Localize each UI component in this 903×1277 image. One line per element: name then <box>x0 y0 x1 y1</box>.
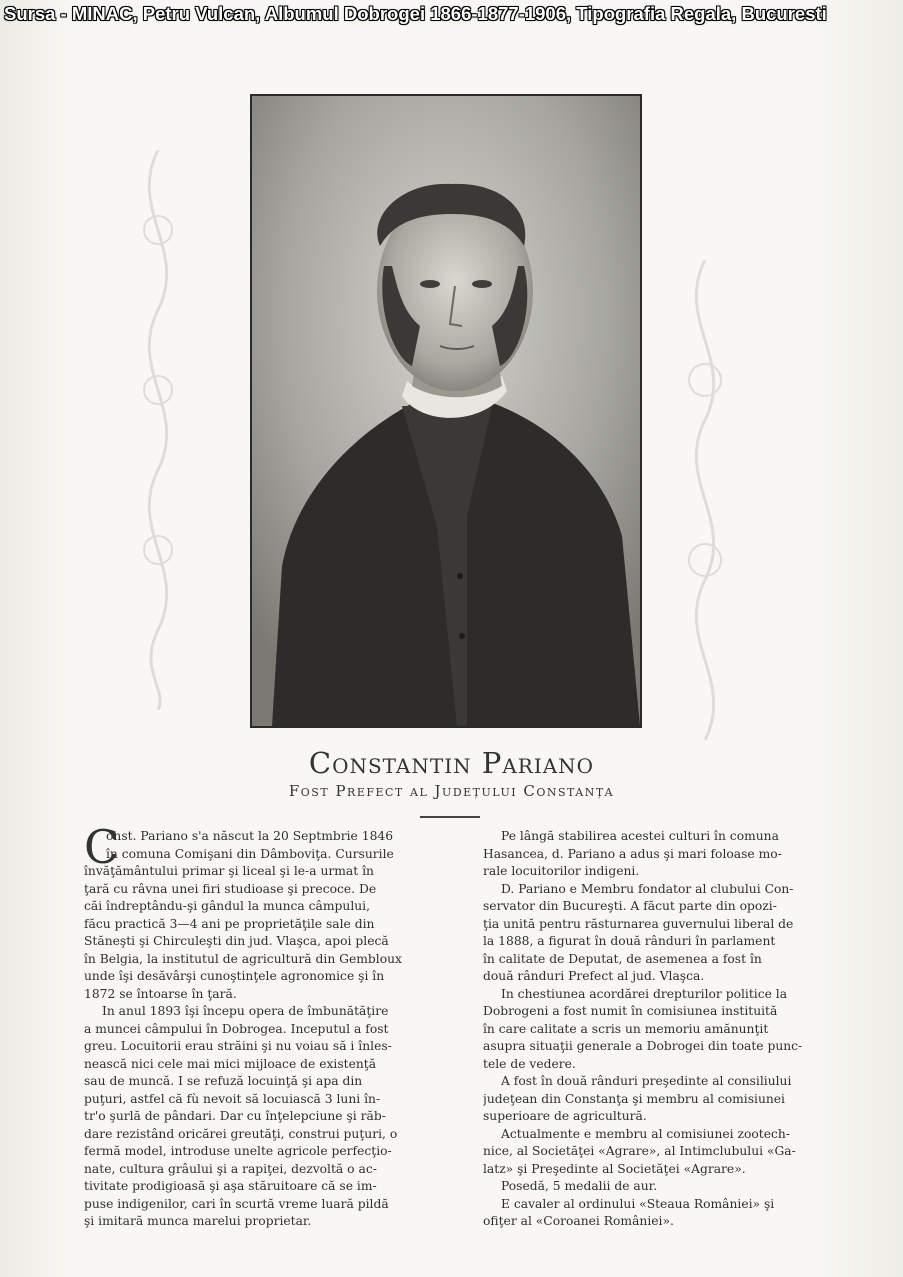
ornament-bleed-right <box>660 260 750 740</box>
text-line: în Belgia, la institutul de agricultură din Gembloux <box>84 951 402 966</box>
text-line: D. Pariano e Membru fondator al clubului Con- <box>501 881 794 896</box>
text-line: a muncei câmpului în Dobrogea. Inceputul a fost <box>84 1021 389 1036</box>
text-line: 1872 se întoarse în ţară. <box>84 986 237 1001</box>
text-line: ofiţer al «Coroanei României». <box>483 1214 674 1228</box>
text-line: tivitate prodigioasă şi aşa stăruitoare că se im- <box>84 1179 377 1193</box>
text-line: tele de vedere. <box>483 1056 576 1071</box>
text-line: puţuri, astfel că fù nevoit să locuiască 3 luni în- <box>84 1091 381 1106</box>
text-line: Dobrogeni a fost numit în comisiunea instituită <box>483 1004 778 1018</box>
text-line: nească nici cele mai mici mijloace de existenţă <box>84 1056 377 1071</box>
text-line: căi îndreptându-şi gândul la munca câmpului, <box>84 899 371 913</box>
text-line: tr'o şurlă de pândari. Dar cu înţelepciune şi răb- <box>84 1109 386 1123</box>
text-line: nate, cultura grâului şi a rapiţei, dezvoltă o ac- <box>84 1161 377 1176</box>
text-line: E cavaler al ordinului «Steaua României» şi <box>501 1196 775 1211</box>
text-line: ţară cu râvna unei firi studioase şi precoce. De <box>84 881 377 896</box>
drop-cap: C <box>84 820 120 874</box>
text-line: două rânduri Prefect al jud. Vlaşca. <box>483 969 705 983</box>
text-line: fermă model, introduse unelte agricole perfecţio- <box>84 1144 392 1158</box>
text-line: în care calitate a scris un memoriu amănunţit <box>483 1021 769 1036</box>
text-line: In chestiunea acordărei drepturilor politice la <box>501 986 788 1001</box>
text-line: sau de muncă. I se refuză locuinţă şi apa din <box>84 1074 363 1088</box>
text-line: unde îşi desăvârşi cunoştinţele agronomice şi în <box>84 969 385 983</box>
ornament-bleed-left <box>118 150 198 710</box>
text-line: la 1888, a figurat în două rânduri în parlament <box>483 934 776 948</box>
title-subtitle <box>200 782 703 800</box>
source-caption: Sursa - MINAC, Petru Vulcan, Albumul Dobrogei 1866-1877-1906, Tipografia Regala, Bucuresti <box>4 3 827 24</box>
text-line: Posedă, 5 medalii de aur. <box>501 1179 658 1193</box>
portrait-photo-icon <box>252 96 640 726</box>
text-line: rale locuitorilor indigeni. <box>483 864 640 878</box>
portrait-photograph <box>250 94 642 728</box>
text-line: dare rezistând oricărei greutăţi, construi puţuri, o <box>84 1126 398 1141</box>
text-line: făcu practică 3—4 ani pe proprietăţile sale din <box>84 916 375 931</box>
text-line: şi imitară munca marelui proprietar. <box>84 1214 312 1228</box>
text-line: greu. Locuitorii erau străini şi nu voiau să i înles- <box>84 1039 392 1053</box>
title-divider <box>420 816 480 818</box>
text-line: în calitate de Deputat, de asemenea a fost în <box>483 951 762 966</box>
text-line: superioare de agricultură. <box>483 1109 647 1123</box>
text-line: ţia unită pentru răsturnarea guvernului liberal de <box>483 916 794 931</box>
text-line: latz» şi Preşedinte al Societăţei «Agrare». <box>483 1161 746 1176</box>
text-line: Stăneşti şi Chirculeşti din jud. Vlaşca, apoi plecă <box>84 934 389 948</box>
text-line: Actualmente e membru al comisiunei zootech- <box>501 1126 790 1141</box>
text-line: puse indigenilor, cari în scurtă vreme luară pildă <box>84 1196 389 1211</box>
text-line: Pe lângă stabilirea acestei culturi în comuna <box>501 829 779 843</box>
text-line: învăţământului primar şi liceal şi le-a urmat în <box>84 864 374 878</box>
text-line: servator din Bucureşti. A făcut parte din opozi- <box>483 899 777 913</box>
text-line: onst. Pariano s'a născut la 20 Septmbrie 1846 <box>106 829 394 843</box>
text-line: judeţean din Constanţa şi membru al comisiunei <box>483 1091 785 1106</box>
right-column <box>483 828 821 1231</box>
text-line: în comuna Comişani din Dâmboviţa. Cursurile <box>106 846 394 861</box>
title-subtitle-text: Fost Prefect al Județului Constanța <box>288 782 615 800</box>
left-column <box>84 820 434 1231</box>
title-name <box>200 746 703 780</box>
text-line: nice, al Societăţei «Agrare», al Intimclubului «Ga- <box>483 1144 796 1158</box>
text-line: asupra situaţii generale a Dobrogei din toate punc- <box>483 1039 803 1053</box>
text-line: Hasancea, d. Pariano a adus şi mari foloase mo- <box>483 846 782 861</box>
text-line: In anul 1893 îşi începu opera de îmbunătăţire <box>102 1004 389 1018</box>
text-line: A fost în două rânduri preşedinte al consiliului <box>501 1074 792 1088</box>
title-name-text: Constantin Pariano <box>308 746 595 780</box>
